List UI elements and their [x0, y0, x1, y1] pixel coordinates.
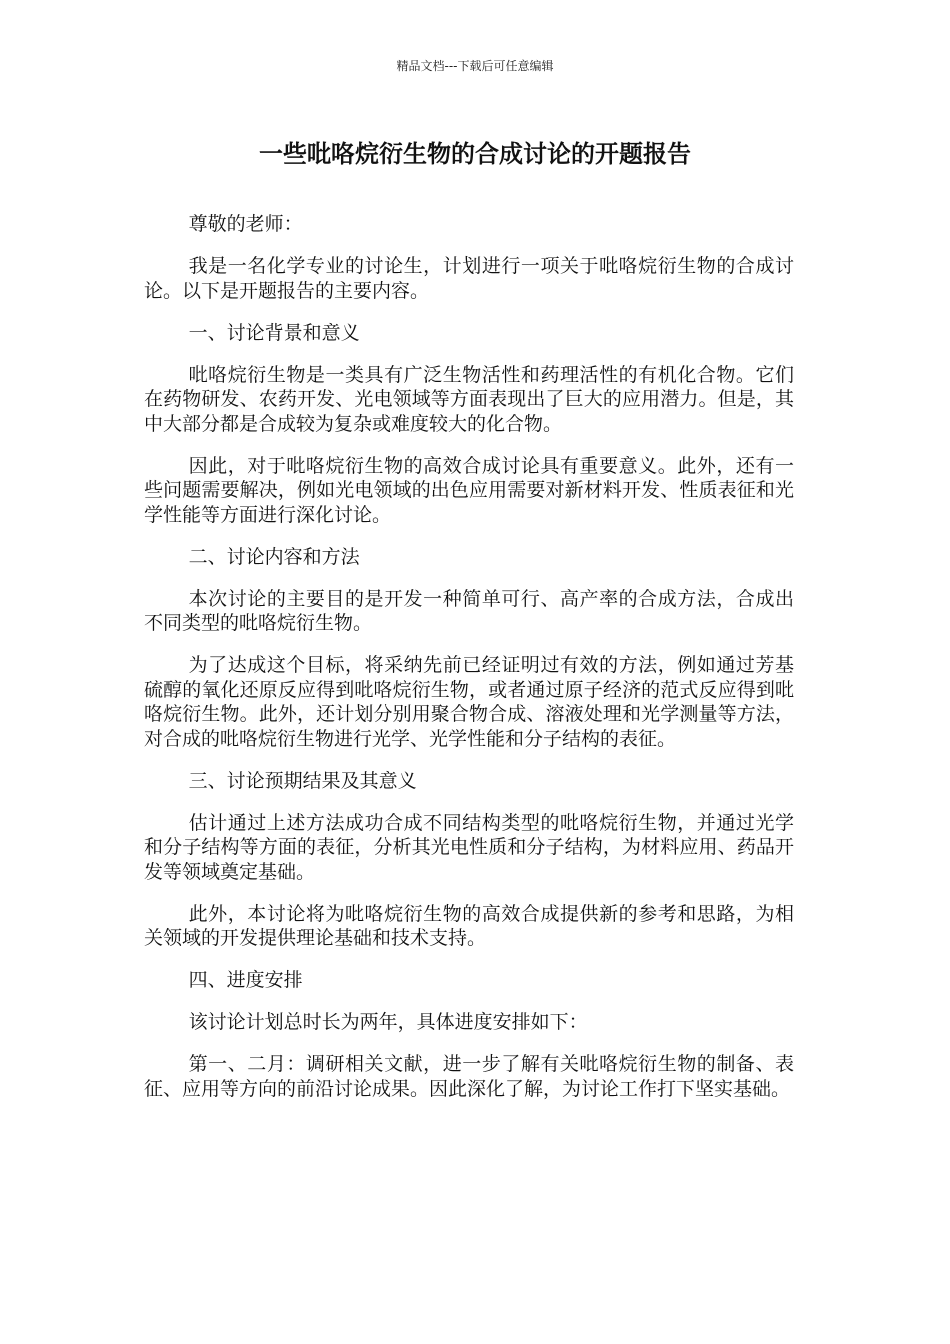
salutation: 尊敬的老师：	[188, 213, 303, 235]
schedule-paragraph-2: 第一、二月：调研相关文献，进一步了解有关吡咯烷衍生物的制备、表征、应用等方向的前沿讨论成果。因此深化了解，为讨论工作打下坚实基础。	[144, 1053, 794, 1100]
section-heading-background: 一、讨论背景和意义	[188, 321, 360, 344]
section-heading-content-methods: 二、讨论内容和方法	[188, 545, 360, 568]
content-paragraph-2: 为了达成这个目标，将采纳先前已经证明过有效的方法，例如通过芳基硫醇的氧化还原反应得到吡咯烷衍生物，或者通过原子经济的范式反应得到吡咯烷衍生物。此外，还计划分别用聚合物合成、溶液处理和光学测量等方法，对合成的吡咯烷衍生物进行光学、光学性能和分子结构的表征。	[144, 654, 794, 750]
header-note: 精品文档---下载后可任意编辑	[396, 59, 554, 73]
results-paragraph-2: 此外，本讨论将为吡咯烷衍生物的高效合成提供新的参考和思路，为相关领域的开发提供理论基础和技术支持。	[144, 902, 794, 949]
background-paragraph-2: 因此，对于吡咯烷衍生物的高效合成讨论具有重要意义。此外，还有一些问题需要解决，例如光电领域的出色应用需要对新材料开发、性质表征和光学性能等方面进行深化讨论。	[144, 454, 794, 526]
schedule-paragraph-1: 该讨论计划总时长为两年，具体进度安排如下：	[188, 1011, 588, 1033]
document-body	[144, 212, 794, 1119]
results-paragraph-1: 估计通过上述方法成功合成不同结构类型的吡咯烷衍生物，并通过光学和分子结构等方面的表征，分析其光电性质和分子结构，为材料应用、药品开发等领域奠定基础。	[144, 811, 794, 883]
section-heading-expected-results: 三、讨论预期结果及其意义	[188, 769, 417, 792]
intro-paragraph: 我是一名化学专业的讨论生，计划进行一项关于吡咯烷衍生物的合成讨论。以下是开题报告的主要内容。	[144, 255, 794, 302]
background-paragraph-1: 吡咯烷衍生物是一类具有广泛生物活性和药理活性的有机化合物。它们在药物研发、农药开发、光电领域等方面表现出了巨大的应用潜力。但是，其中大部分都是合成较为复杂或难度较大的化合物。	[144, 363, 794, 435]
section-heading-schedule: 四、进度安排	[188, 969, 303, 991]
document-title: 一些吡咯烷衍生物的合成讨论的开题报告	[259, 140, 691, 168]
content-paragraph-1: 本次讨论的主要目的是开发一种简单可行、高产率的合成方法，合成出不同类型的吡咯烷衍生物。	[144, 587, 794, 634]
